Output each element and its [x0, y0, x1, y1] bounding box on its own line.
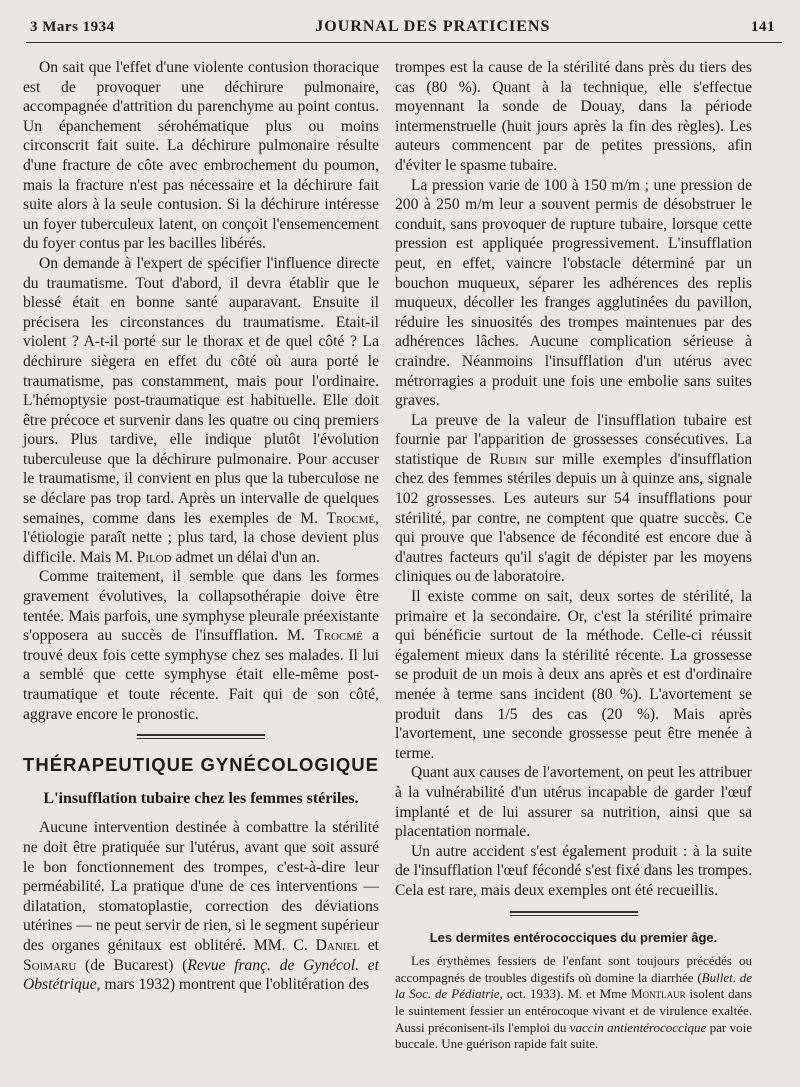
paragraph: La preuve de la valeur de l'insufflation tubaire est fournie par l'apparition de grossesses consécutives. La statistique de Rubin sur mille exemples d'insufflation chez des femmes stériles depuis un à quinze ans, signale 102 grossesses. Les auteurs sur 54 insufflations pour stérilité, par contre, ne comptent que quatre succès. Ce qui prouve que l'absence de fécondité est encore due à d'autres facteurs qu'il s'agit de dépister par les moyens cliniques ou de laboratoire.	[395, 411, 752, 586]
paragraph: On demande à l'expert de spécifier l'influence directe du traumatisme. Tout d'abord, il devra établir que le blessé était en bonne santé auparavant. Ensuite il précisera les circonstances du traumatisme. Etait-il violent ? A-t-il porté sur le thorax et de quel côté ? La déchirure siègera en effet du côté où aura porté le traumatisme, pas constamment, mais pour l'ordinaire. L'hémoptysie post-traumatique est habituelle. Elle doit être précoce et survenir dans les quatre ou cinq premiers jours. Plus tardive, elle indique plutôt l'évolution tuberculeuse que la déchirure pulmonaire. Pour accuser le traumatisme, il convient en plus que la tuberculose ne se déclare pas trop tard. Après un intervalle de quelques semaines, comme dans les exemples de M. Trocmé, l'étiologie paraît nette ; plus tard, la chose devient plus difficile. Mais M. Pilod admet un délai d'un an.	[23, 254, 379, 566]
paragraph: Un autre accident s'est également produit : à la suite de l'insufflation l'œuf fécondé s'est fixé dans les trompes. Cela est rare, mais deux exemples ont été recueillis.	[395, 842, 752, 899]
paragraph: Aucune intervention destinée à combattre la stérilité ne doit être pratiquée sur l'utérus, avant que soit assuré le bon fonctionnement des trompes, c'est-à-dire leur perméabilité. La pratique d'une de ces interventions — dilatation, stomatoplastie, correction des déviations utérines — ne peut servir de rien, si le segment supérieur des organes génitaux est oblitéré. MM. C. Daniel et Soimaru (de Bucarest) (Revue franç. de Gynécol. et Obstétrique, mars 1932) montrent que l'oblitération des	[23, 819, 380, 994]
journal-reference: Bullet. de la Soc. de Pédiatrie	[395, 969, 752, 1002]
page-header	[30, 18, 775, 36]
section-separator	[137, 734, 265, 739]
right-column	[395, 58, 752, 1053]
author-name: Pilod	[136, 548, 172, 566]
section-separator	[510, 911, 638, 916]
paragraph: Quant aux causes de l'avortement, on peut les attribuer à la vulnérabilité d'un utérus incapable de garder l'œuf implanté et de lui assurer sa nutrition, ainsi que sa placentation normale.	[395, 764, 752, 841]
left-column	[23, 58, 379, 995]
author-name: Trocmé	[314, 627, 363, 645]
vaccine-name: vaccin antientérococcique	[569, 1019, 707, 1035]
author-name: Trocmé	[326, 509, 376, 527]
paragraph: La pression varie de 100 à 150 m/m ; une pression de 200 à 250 m/m leur a souvent permis de désobstruer le conduit, sans provoquer de rupture tubaire, lorsque cette pression est appliquée progressivement. L'insufflation peut, en effet, vaincre l'obstacle déterminé par un bouchon muqueux, séparer les adhérences des replis muqueux, décoller les franges agglutinées du pavillon, réduire les sinuosités des trompes maintenues par des adhérences lâches. Aucune complication sérieuse à craindre. Néanmoins l'insufflation d'un utérus avec métrorragies a produit une fois une embolie sans suites graves.	[395, 176, 752, 410]
author-name: Soimaru	[23, 956, 77, 974]
short-article	[395, 953, 752, 1053]
article-title: L'insufflation tubaire chez les femmes stériles.	[43, 789, 359, 807]
header-rule	[26, 42, 782, 43]
author-name: Daniel	[315, 936, 360, 954]
journal-title: JOURNAL DES PRATICIENS	[315, 18, 551, 35]
issue-date: 3 Mars 1934	[30, 19, 115, 35]
paragraph: Les érythèmes fessiers de l'enfant sont toujours précédés ou accompagnés de troubles digestifs où domine la diarrhée (Bullet. de la Soc. de Pédiatrie, oct. 1933). M. et Mme Montlaur isolent dans le suintement fessier un entérocoque vivant et de virulence exaltée. Aussi préconisent-ils l'emploi du vaccin antientérococcique par voie buccale. Une guérison rapide fait suite.	[395, 953, 753, 1052]
paragraph: trompes est la cause de la stérilité dans près du tiers des cas (80 %). Quant à la technique, elle s'effectue moyennant la sonde de Douay, dans la période intermenstruelle (huit jours après la fin des règles). Les auteurs commencent par de petites pressions, afin d'éviter le spasme tubaire.	[395, 59, 752, 174]
paragraph: On sait que l'effet d'une violente contusion thoracique est de provoquer une déchirure pulmonaire, accompagnée d'attrition du parenchyme au point contus. Un épanchement sérohématique plus ou moins circonscrit fait suite. La déchirure pulmonaire résulte d'une fracture de côte avec embrochement du poumon, mais la fracture n'est pas nécessaire et la déchirure fait suite alors à la seule contusion. Si la déchirure intéresse un foyer tuberculeux latent, on conçoit l'ensemencement du foyer contus par les bacilles libérés.	[23, 59, 379, 253]
journal-reference: Revue franç. de Gynécol. et Obstétrique	[23, 956, 379, 994]
paragraph: Comme traitement, il semble que dans les formes gravement évolutives, la collapsothérapie doive être tentée. Mais parfois, une symphyse pleurale préexistante s'opposera au succès de l'insufflation. M. Trocmé a trouvé deux fois cette symphyse chez ses malades. Il lui a semblé que cette symphyse était elle-même post-traumatique et toute récente. Fait qui de son côté, aggrave encore le pronostic.	[23, 568, 379, 723]
author-name: Rubin	[489, 450, 527, 468]
section-title: THÉRAPEUTIQUE GYNÉCOLOGIQUE	[23, 754, 379, 776]
paragraph: Il existe comme on sait, deux sortes de stérilité, la primaire et la secondaire. Or, c'est la stérilité primaire qui bénéficie surtout de la méthode. Celle-ci réussit également mieux dans la stérilité récente. La grossesse se produit de un mois à deux ans après et est d'ordinaire menée à terme sans incident (80 %). L'avortement se produit dans 1/5 des cas (20 %). Mais après l'avortement, une seconde grossesse peut être menée à terme.	[395, 588, 752, 762]
page-number: 141	[750, 19, 775, 35]
short-article-title: Les dermites entérococciques du premier âge.	[429, 929, 718, 945]
author-name: Montlaur	[631, 986, 686, 1002]
